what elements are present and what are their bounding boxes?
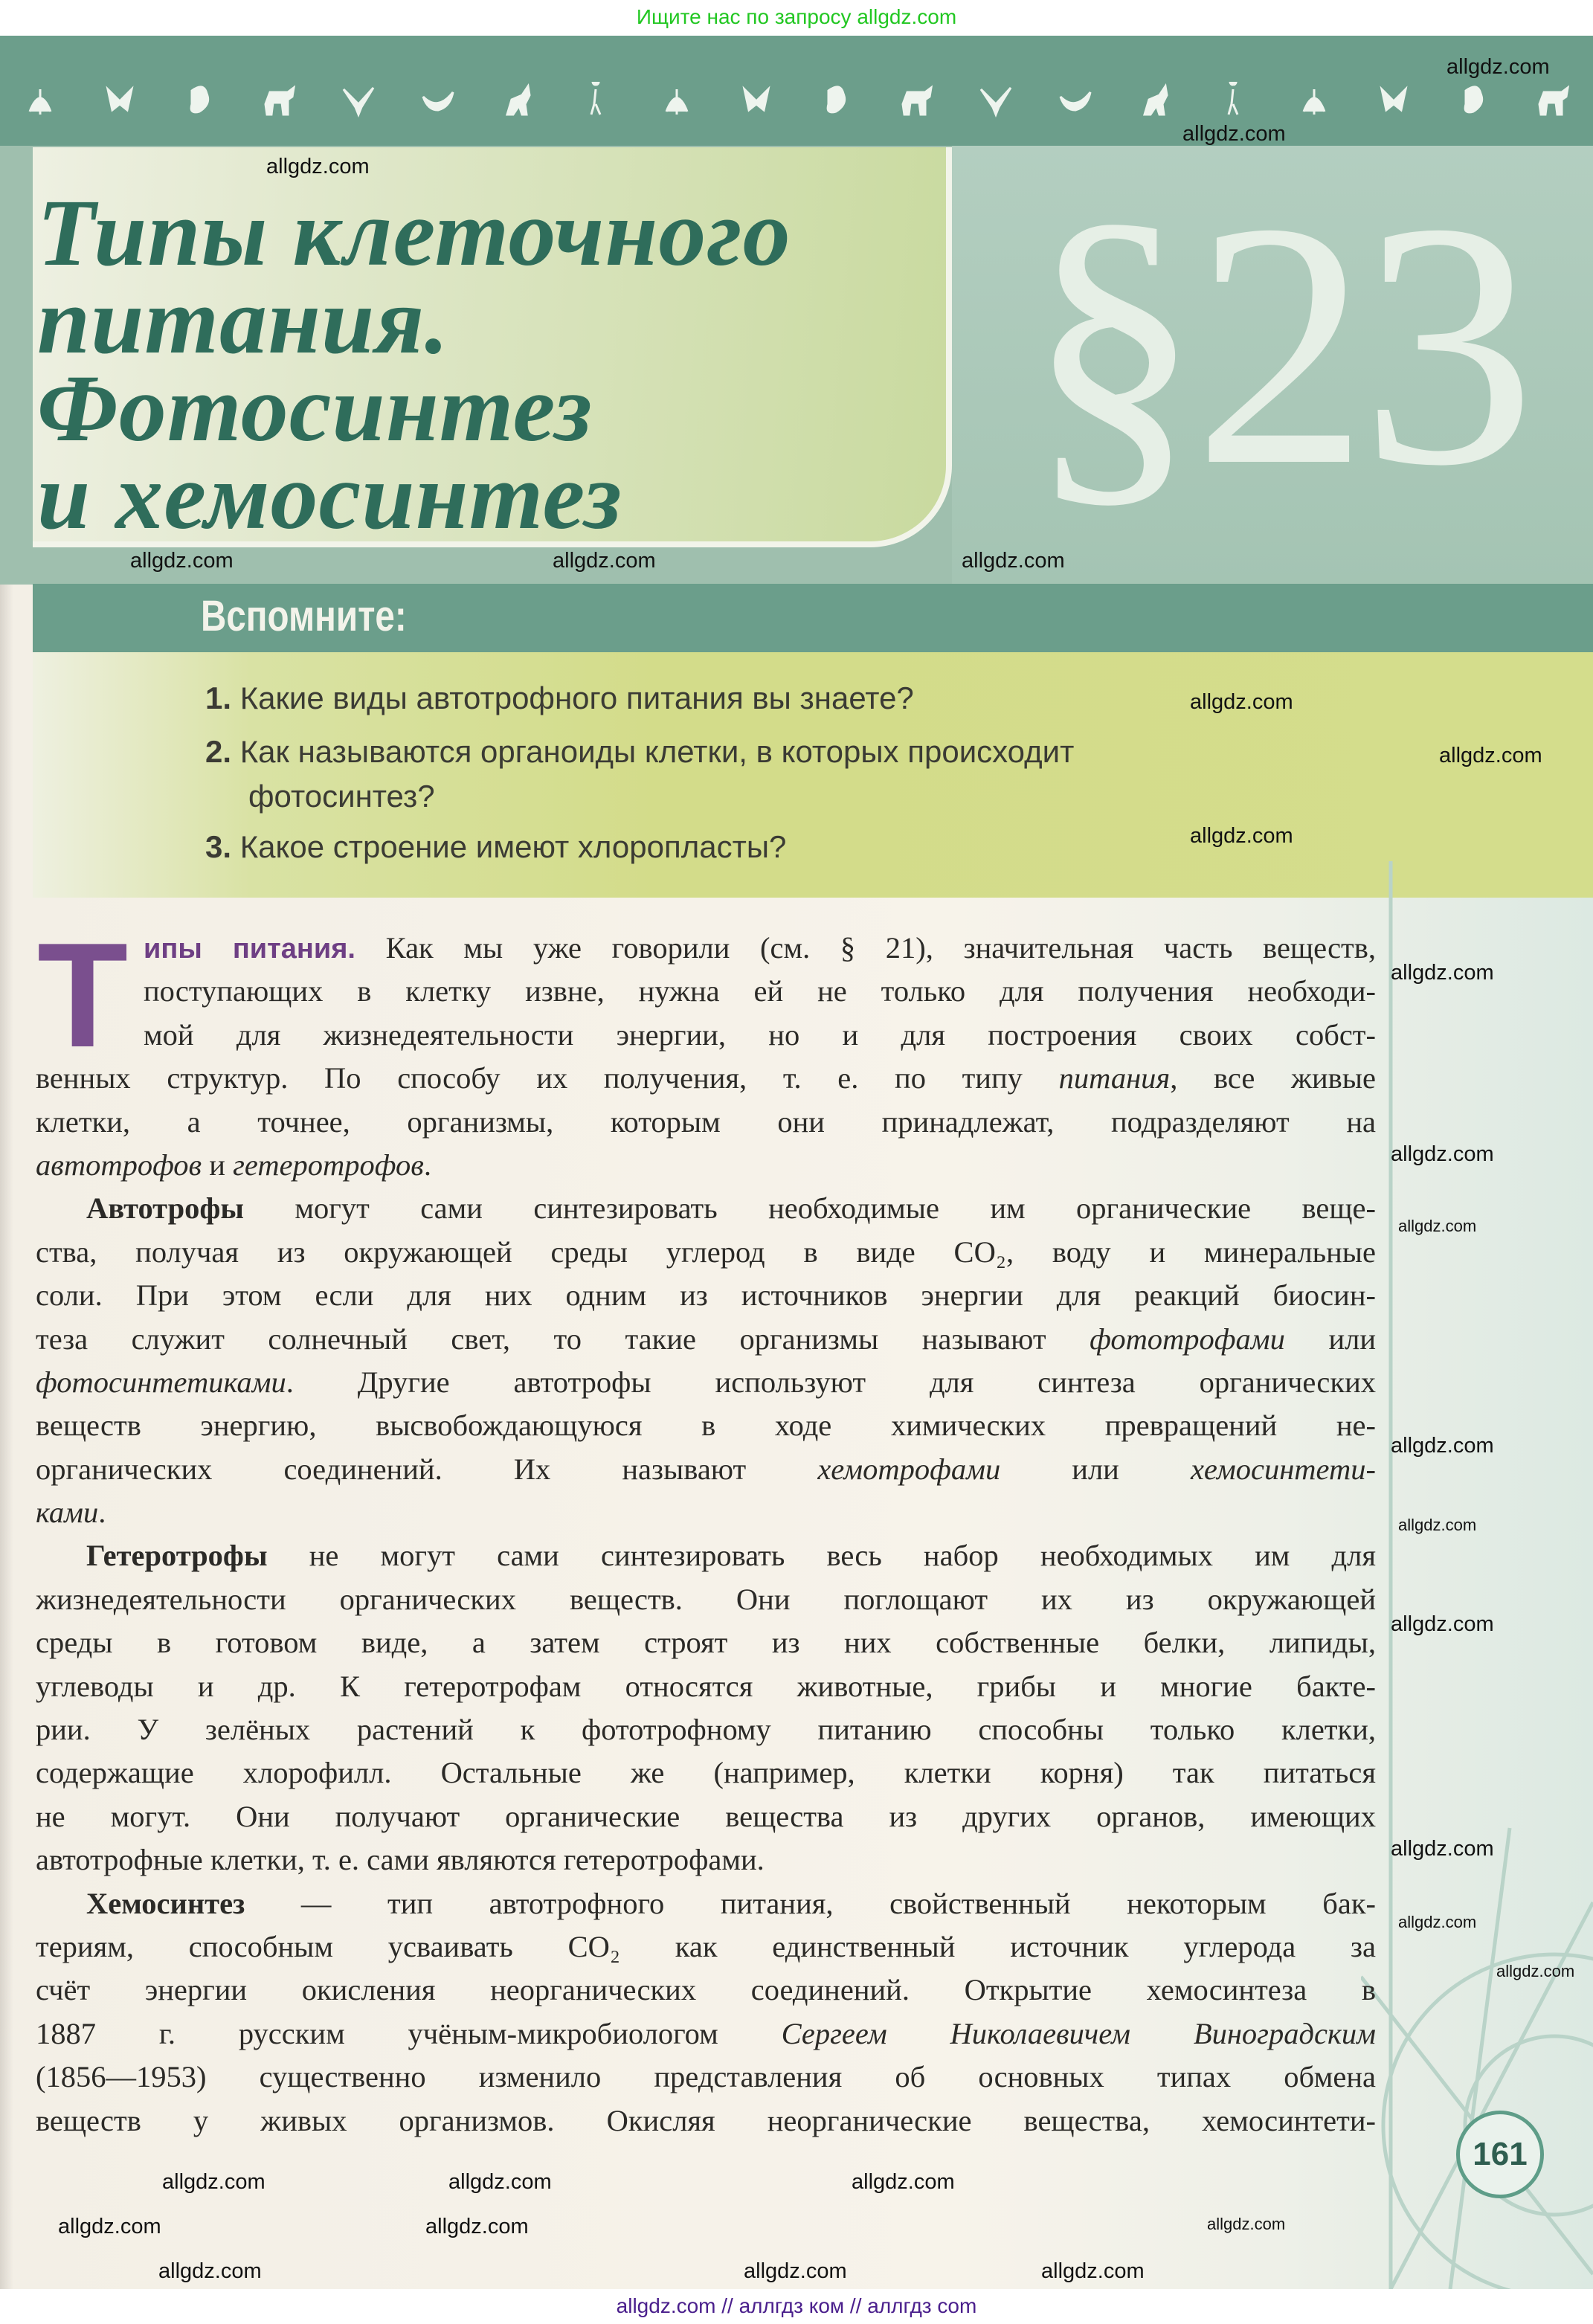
text-line	[36, 1144, 1376, 1187]
text-line	[36, 970, 1376, 1013]
text-line	[36, 1404, 1376, 1447]
question-2	[205, 734, 1074, 770]
text-run: не могут. Они получают органические вещества из других органов, имеющих	[36, 1799, 1376, 1833]
bold-term: Гетеротрофы	[86, 1539, 268, 1573]
animal-silhouette-icon	[341, 82, 376, 118]
page-content	[0, 36, 1593, 2289]
text-run: рии. У зелёных растений к фототрофному питанию способны только клетки,	[36, 1713, 1376, 1747]
watermark: allgdz.com	[130, 549, 234, 573]
text-run: териям, способным усваивать CO₂ как единственный источник углерода за	[36, 1929, 1376, 1963]
watermark: allgdz.com	[1391, 1612, 1494, 1636]
watermark: allgdz.com	[1398, 1516, 1477, 1534]
text-line	[36, 1534, 1376, 1577]
text-run: 1887 г. русским учёным-микробиологом	[36, 2016, 782, 2050]
text-line	[36, 1274, 1376, 1317]
animal-silhouette-icon	[818, 82, 854, 118]
animal-silhouette-icon	[1058, 82, 1093, 118]
top-banner	[0, 0, 1593, 36]
drop-cap: Т	[37, 912, 129, 1078]
watermark: allgdz.com	[553, 549, 656, 573]
text-run: органических соединений. Их называют	[36, 1452, 818, 1486]
animal-silhouette-band	[0, 36, 1593, 146]
watermark: allgdz.com	[962, 549, 1065, 573]
text-run: или	[1000, 1452, 1191, 1486]
animal-silhouette-icon	[738, 82, 774, 118]
watermark: allgdz.com	[1190, 824, 1293, 848]
text-run: венных структур. По способу их получения, т. е. по типу	[36, 1061, 1059, 1095]
question-text: Какие виды автотрофного питания вы знаете?	[239, 680, 914, 715]
text-line	[36, 1491, 1376, 1534]
title-line: и хемосинтез	[37, 443, 622, 549]
text-run: и	[202, 1147, 234, 1182]
paragraph-number: §23	[1026, 150, 1528, 538]
title-line: Типы клеточного	[37, 180, 791, 286]
italic-term: хемосинтети-	[1190, 1452, 1376, 1486]
watermark: allgdz.com	[1391, 1142, 1494, 1166]
text-line	[36, 2056, 1376, 2099]
text-run: соли. При этом если для них одним из источников энергии для реакций биосин-	[36, 1278, 1376, 1313]
animal-icons-row	[0, 82, 1593, 119]
chapter-title	[37, 180, 791, 549]
question-3	[205, 829, 786, 865]
watermark: allgdz.com	[1190, 690, 1293, 714]
italic-term: Сергеем Николаевичем Виноградским	[781, 2016, 1376, 2050]
animal-silhouette-icon	[500, 82, 535, 118]
italic-term: фотосинтетиками	[36, 1365, 286, 1399]
bottom-banner	[0, 2289, 1593, 2324]
animal-silhouette-icon	[181, 82, 217, 118]
text-line	[36, 1621, 1376, 1664]
text-run: .	[98, 1496, 106, 1530]
italic-term: гетеротрофов	[233, 1147, 424, 1182]
watermark: allgdz.com	[1398, 1913, 1477, 1931]
text-run: веществ энергию, высвобождающуюся в ходе химических превращений не-	[36, 1409, 1376, 1443]
question-number: 3.	[205, 829, 232, 864]
watermark: allgdz.com	[1496, 1962, 1575, 1980]
italic-term: автотрофов	[36, 1147, 202, 1182]
animal-silhouette-icon	[102, 82, 138, 118]
animal-silhouette-icon	[1535, 82, 1571, 118]
top-banner-text: Ищите нас по запросу allgdz.com	[636, 5, 957, 28]
text-line	[36, 1925, 1376, 1969]
text-run: мой для жизнедеятельности энергии, но и для построения своих собст-	[144, 1017, 1376, 1052]
question-2-continued: фотосинтез?	[248, 779, 435, 814]
text-line	[36, 1882, 1376, 1925]
watermark: allgdz.com	[1391, 1434, 1494, 1458]
watermark: allgdz.com	[1398, 1217, 1477, 1235]
text-line	[36, 1578, 1376, 1621]
text-run: содержащие хлорофилл. Остальные же (например, клетки корня) так питаться	[36, 1756, 1376, 1790]
animal-silhouette-icon	[1137, 82, 1173, 118]
text-line	[36, 1014, 1376, 1057]
text-run: клетки, а точнее, организмы, которым они принадлежат, подразделяют на	[36, 1104, 1376, 1139]
text-run: Как мы уже говорили (см. § 21), значительная часть веществ,	[355, 931, 1376, 965]
animal-silhouette-icon	[1376, 82, 1412, 118]
text-run: среды в готовом виде, а затем строят из них собственные белки, липиды,	[36, 1626, 1376, 1660]
watermark: allgdz.com	[1439, 744, 1542, 767]
text-run: ства, получая из окружающей среды углерод в виде CO₂, воду и минеральные	[36, 1235, 1376, 1269]
text-run: поступающих в клетку извне, нужна ей не только для получения необходи-	[144, 974, 1376, 1008]
text-line	[36, 1187, 1376, 1230]
watermark: allgdz.com	[425, 2215, 529, 2238]
animal-silhouette-icon	[1455, 82, 1491, 118]
text-run: не могут сами синтезировать весь набор необходимых им для	[267, 1539, 1376, 1573]
recall-header	[33, 584, 1593, 652]
text-run: (1856—1953) существенно изменило представления об основных типах обмена	[36, 2060, 1376, 2094]
bold-term: Автотрофы	[86, 1191, 244, 1226]
recall-heading: Вспомните:	[201, 592, 407, 640]
text-line	[36, 927, 1376, 970]
text-line	[36, 1665, 1376, 1708]
bottom-banner-text: allgdz.com // аллгдз ком // аллгдз com	[616, 2294, 977, 2317]
text-line	[36, 2012, 1376, 2056]
text-run: жизнедеятельности органических веществ. Они поглощают их из окружающей	[36, 1582, 1376, 1616]
question-text: Как называются органоиды клетки, в которых происходит	[239, 734, 1075, 769]
text-line	[36, 1101, 1376, 1144]
text-line	[36, 1057, 1376, 1100]
page-number: 161	[1456, 2111, 1544, 2198]
text-run: веществ у живых организмов. Окисляя неорганические вещества, хемосинтети-	[36, 2103, 1376, 2137]
text-line	[36, 1361, 1376, 1404]
question-text: Какое строение имеют хлоропласты?	[239, 829, 787, 864]
text-line	[36, 1838, 1376, 1882]
text-run: . Другие автотрофы используют для синтеза органических	[286, 1365, 1376, 1399]
italic-term: фототрофами	[1090, 1322, 1285, 1356]
italic-term: хемотрофами	[817, 1452, 1001, 1486]
text-run: могут сами синтезировать необходимые им органические веще-	[244, 1191, 1376, 1226]
bold-term: Хемосинтез	[86, 1886, 245, 1920]
watermark: allgdz.com	[1391, 1837, 1494, 1861]
recall-questions	[33, 652, 1593, 898]
text-run: — тип автотрофного питания, свойственный некоторым бак-	[245, 1886, 1376, 1920]
animal-silhouette-icon	[420, 82, 456, 118]
animal-silhouette-icon	[1217, 82, 1252, 118]
animal-silhouette-icon	[978, 82, 1014, 118]
watermark: allgdz.com	[1182, 122, 1286, 146]
title-line: питания.	[37, 268, 450, 373]
text-run: или	[1284, 1322, 1376, 1356]
watermark: allgdz.com	[1391, 961, 1494, 985]
question-number: 2.	[205, 734, 232, 769]
watermark: allgdz.com	[744, 2259, 847, 2283]
watermark: allgdz.com	[266, 155, 370, 178]
question-number: 1.	[205, 680, 232, 715]
section-heading: ипы питания.	[144, 933, 355, 965]
text-line	[36, 1751, 1376, 1794]
text-run: теза служит солнечный свет, то такие организмы называют	[36, 1322, 1090, 1356]
text-run: автотрофные клетки, т. е. сами являются гетеротрофами.	[36, 1843, 765, 1877]
decorative-circle-lines	[1361, 861, 1593, 2289]
text-line	[36, 2099, 1376, 2143]
animal-silhouette-icon	[579, 82, 615, 118]
watermark: allgdz.com	[162, 2170, 266, 2194]
animal-silhouette-icon	[898, 82, 934, 118]
watermark: allgdz.com	[1207, 2215, 1286, 2233]
watermark: allgdz.com	[58, 2215, 161, 2238]
text-line	[36, 1231, 1376, 1274]
question-1	[205, 680, 914, 716]
text-run: , все живые	[1170, 1061, 1376, 1095]
text-line	[36, 1318, 1376, 1361]
italic-term: ками	[36, 1496, 99, 1530]
watermark: allgdz.com	[852, 2170, 955, 2194]
watermark: allgdz.com	[158, 2259, 262, 2283]
text-line	[36, 1448, 1376, 1491]
animal-silhouette-icon	[22, 82, 58, 118]
text-run: счёт энергии окисления неорганических соединений. Открытие хемосинтеза в	[36, 1973, 1376, 2007]
italic-term: питания	[1058, 1061, 1171, 1095]
animal-silhouette-icon	[1296, 82, 1332, 118]
watermark: allgdz.com	[448, 2170, 552, 2194]
text-line	[36, 1795, 1376, 1838]
text-run: .	[423, 1147, 431, 1182]
text-line	[36, 1708, 1376, 1751]
animal-silhouette-icon	[659, 82, 695, 118]
watermark: allgdz.com	[1446, 55, 1550, 79]
title-line: Фотосинтез	[37, 355, 593, 461]
body-text	[36, 912, 1376, 2143]
text-line	[36, 1969, 1376, 2012]
text-run: углеводы и др. К гетеротрофам относятся животные, грибы и многие бакте-	[36, 1669, 1376, 1703]
animal-silhouette-icon	[261, 82, 297, 118]
watermark: allgdz.com	[1041, 2259, 1145, 2283]
